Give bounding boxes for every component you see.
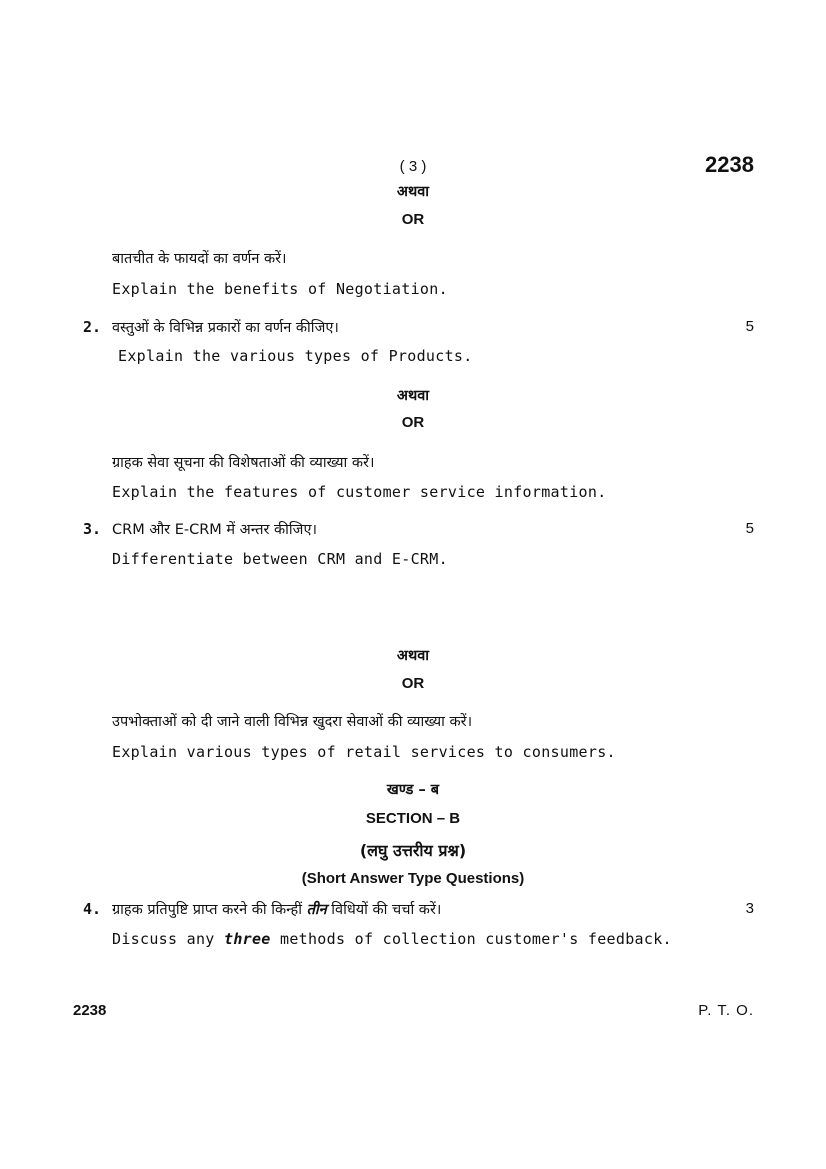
- marks: 3: [745, 900, 754, 917]
- footer-code: 2238: [73, 1002, 107, 1019]
- page-number: ( 3 ): [399, 158, 427, 175]
- question-text-part: विधियों की चर्चा करें।: [331, 902, 442, 918]
- or-label: OR: [401, 211, 425, 228]
- section-subtitle-hindi: (लघु उत्तरीय प्रश्न): [359, 841, 467, 860]
- athva-label: अथवा: [396, 184, 430, 200]
- question-text-part: ग्राहक प्रतिपुष्टि प्राप्त करने की किन्हीं: [112, 902, 302, 918]
- question-text-hindi: वस्तुओं के विभिन्न प्रकारों का वर्णन कीजिए।: [112, 320, 339, 336]
- question-text-hindi: [112, 899, 441, 919]
- marks: 5: [745, 520, 754, 537]
- question-text-english: Explain the various types of Products.: [118, 347, 473, 365]
- section-subtitle: (Short Answer Type Questions): [301, 870, 525, 887]
- question-text-part: methods of collection customer's feedback.: [279, 930, 672, 948]
- section-title: SECTION – B: [365, 810, 461, 827]
- question-text-hindi: बातचीत के फायदों का वर्णन करें।: [112, 251, 287, 267]
- question-number: 3.: [83, 520, 102, 538]
- pto-label: P. T. O.: [698, 1002, 754, 1019]
- emphasis-text: तीन: [306, 902, 327, 918]
- question-text-hindi: CRM और E-CRM में अन्तर कीजिए।: [112, 522, 317, 538]
- marks: 5: [745, 318, 754, 335]
- question-text-english: Explain the benefits of Negotiation.: [112, 280, 448, 298]
- question-text-hindi: ग्राहक सेवा सूचना की विशेषताओं की व्याख्या करें।: [112, 455, 375, 471]
- question-text-hindi: उपभोक्ताओं को दी जाने वाली विभिन्न खुदरा सेवाओं की व्याख्या करें।: [112, 714, 473, 730]
- athva-label: अथवा: [396, 388, 430, 404]
- emphasis-text: three: [223, 930, 271, 948]
- or-label: OR: [401, 414, 425, 431]
- question-number: 2.: [83, 318, 102, 336]
- question-text-english: [112, 930, 672, 948]
- question-text-english: Explain various types of retail services to consumers.: [112, 743, 616, 761]
- question-text-english: Explain the features of customer service information.: [112, 483, 607, 501]
- paper-code: 2238: [705, 152, 754, 177]
- question-text-english: Differentiate between CRM and E-CRM.: [112, 550, 448, 568]
- or-label: OR: [401, 675, 425, 692]
- section-title-hindi: खण्ड – ब: [386, 782, 440, 798]
- question-text-part: Discuss any: [112, 930, 215, 948]
- athva-label: अथवा: [396, 648, 430, 664]
- question-number: 4.: [83, 900, 102, 918]
